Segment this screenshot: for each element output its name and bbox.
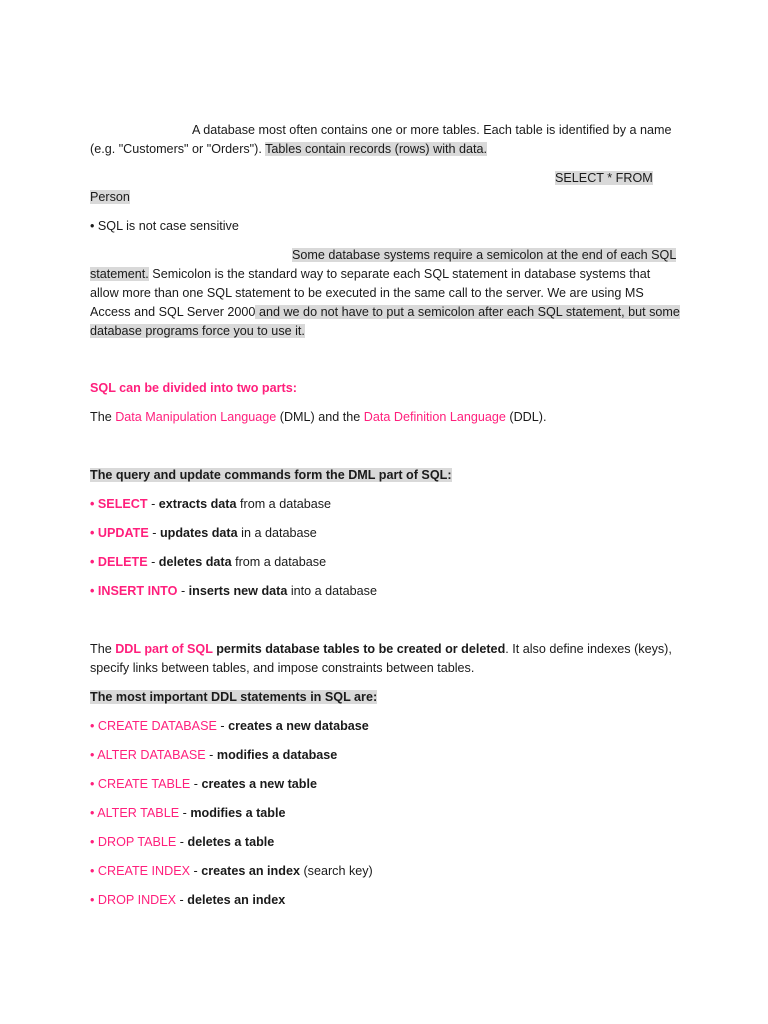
command-name: • CREATE DATABASE (90, 719, 217, 733)
separator: - (205, 748, 217, 762)
ddl-item-alter-table (90, 804, 286, 822)
dml-item-select (90, 495, 331, 513)
parts-heading: SQL can be divided into two parts: (90, 381, 297, 395)
command-rest: in a database (237, 526, 317, 540)
command-name: • UPDATE (90, 526, 149, 540)
separator: - (177, 584, 189, 598)
intro-highlight: Tables contain records (rows) with data. (265, 142, 488, 156)
command-desc: modifies a table (190, 806, 286, 820)
ddl-term: DDL part of SQL (115, 642, 213, 656)
semicolon-line-3: allow more than one SQL statement to be executed in the same call to the server. We are using MS (90, 286, 644, 300)
dml-heading-line (90, 466, 452, 484)
ddl-item-alter-database (90, 746, 337, 764)
ddl-para-line-1 (90, 640, 672, 658)
dml-item-update (90, 524, 317, 542)
separator: - (190, 864, 202, 878)
command-name: • CREATE INDEX (90, 864, 191, 878)
ddl-heading: The most important DDL statements in SQL are: (90, 690, 378, 704)
ddl-item-drop-table (90, 833, 274, 851)
command-desc: updates data (159, 526, 238, 540)
intro-text: (e.g. "Customers" or "Orders"). (90, 142, 266, 156)
command-name: • ALTER TABLE (90, 806, 180, 820)
command-desc: inserts new data (188, 584, 288, 598)
command-name: • INSERT INTO (90, 584, 178, 598)
ddl-term: Data Definition Language (363, 410, 506, 424)
case-note: • SQL is not case sensitive (90, 219, 239, 233)
separator: - (179, 806, 191, 820)
command-name: • DROP TABLE (90, 835, 177, 849)
command-rest: into a database (287, 584, 377, 598)
intro-line-2 (90, 140, 487, 158)
ddl-text: . It also define indexes (keys), (505, 642, 672, 656)
select-from-text: SELECT * FROM (555, 171, 653, 185)
ddl-bold: permits database tables to be created or deleted (212, 642, 506, 656)
dml-item-insert (90, 582, 377, 600)
parts-line (90, 408, 546, 426)
separator: - (148, 526, 160, 540)
ddl-item-drop-index (90, 891, 285, 909)
semicolon-line-1 (292, 246, 676, 264)
ddl-heading-line (90, 688, 377, 706)
semicolon-highlight: Some database systems require a semicolon at the end of each SQL (292, 248, 677, 262)
command-desc: deletes data (158, 555, 232, 569)
command-desc: creates a new table (201, 777, 318, 791)
dml-item-delete (90, 553, 326, 571)
command-desc: deletes a table (187, 835, 275, 849)
command-name: • CREATE TABLE (90, 777, 191, 791)
separator: - (176, 893, 188, 907)
select-from-line (555, 169, 653, 187)
command-rest: (search key) (299, 864, 373, 878)
separator: - (190, 777, 202, 791)
command-name: • DROP INDEX (90, 893, 177, 907)
separator: - (216, 719, 229, 733)
semicolon-highlight: database programs force you to use it. (90, 324, 305, 338)
semicolon-highlight: and we do not have to put a semicolon after each SQL statement, but some (255, 305, 680, 319)
command-name: • ALTER DATABASE (90, 748, 206, 762)
ddl-item-create-index (90, 862, 373, 880)
command-desc: creates an index (201, 864, 300, 878)
semicolon-highlight: statement. (90, 267, 149, 281)
command-name: • DELETE (90, 555, 148, 569)
command-rest: from a database (236, 497, 332, 511)
command-desc: creates a new database (228, 719, 369, 733)
dml-term: Data Manipulation Language (115, 410, 277, 424)
ddl-item-create-database (90, 717, 369, 735)
command-name: • SELECT (90, 497, 148, 511)
command-rest: from a database (231, 555, 327, 569)
semicolon-line-5 (90, 322, 305, 340)
parts-text: (DDL). (505, 410, 547, 424)
separator: - (147, 555, 159, 569)
person-line (90, 188, 130, 206)
command-desc: extracts data (158, 497, 237, 511)
command-desc: modifies a database (216, 748, 338, 762)
command-desc: deletes an index (187, 893, 286, 907)
semicolon-text: Access and SQL Server 2000 (90, 305, 256, 319)
parts-text: (DML) and the (276, 410, 364, 424)
semicolon-line-4 (90, 303, 680, 321)
dml-heading: The query and update commands form the DML part of SQL: (90, 468, 452, 482)
intro-text: A database most often contains one or more tables. Each table is identified by a name (192, 123, 672, 137)
semicolon-line-2 (90, 265, 650, 283)
person-text: Person (90, 190, 130, 204)
ddl-text: The (90, 642, 116, 656)
semicolon-text: Semicolon is the standard way to separate each SQL statement in database systems that (148, 267, 651, 281)
ddl-item-create-table (90, 775, 317, 793)
ddl-para-line-2: specify links between tables, and impose constraints between tables. (90, 661, 475, 675)
separator: - (176, 835, 188, 849)
intro-line-1 (192, 121, 672, 139)
parts-text: The (90, 410, 116, 424)
separator: - (147, 497, 159, 511)
